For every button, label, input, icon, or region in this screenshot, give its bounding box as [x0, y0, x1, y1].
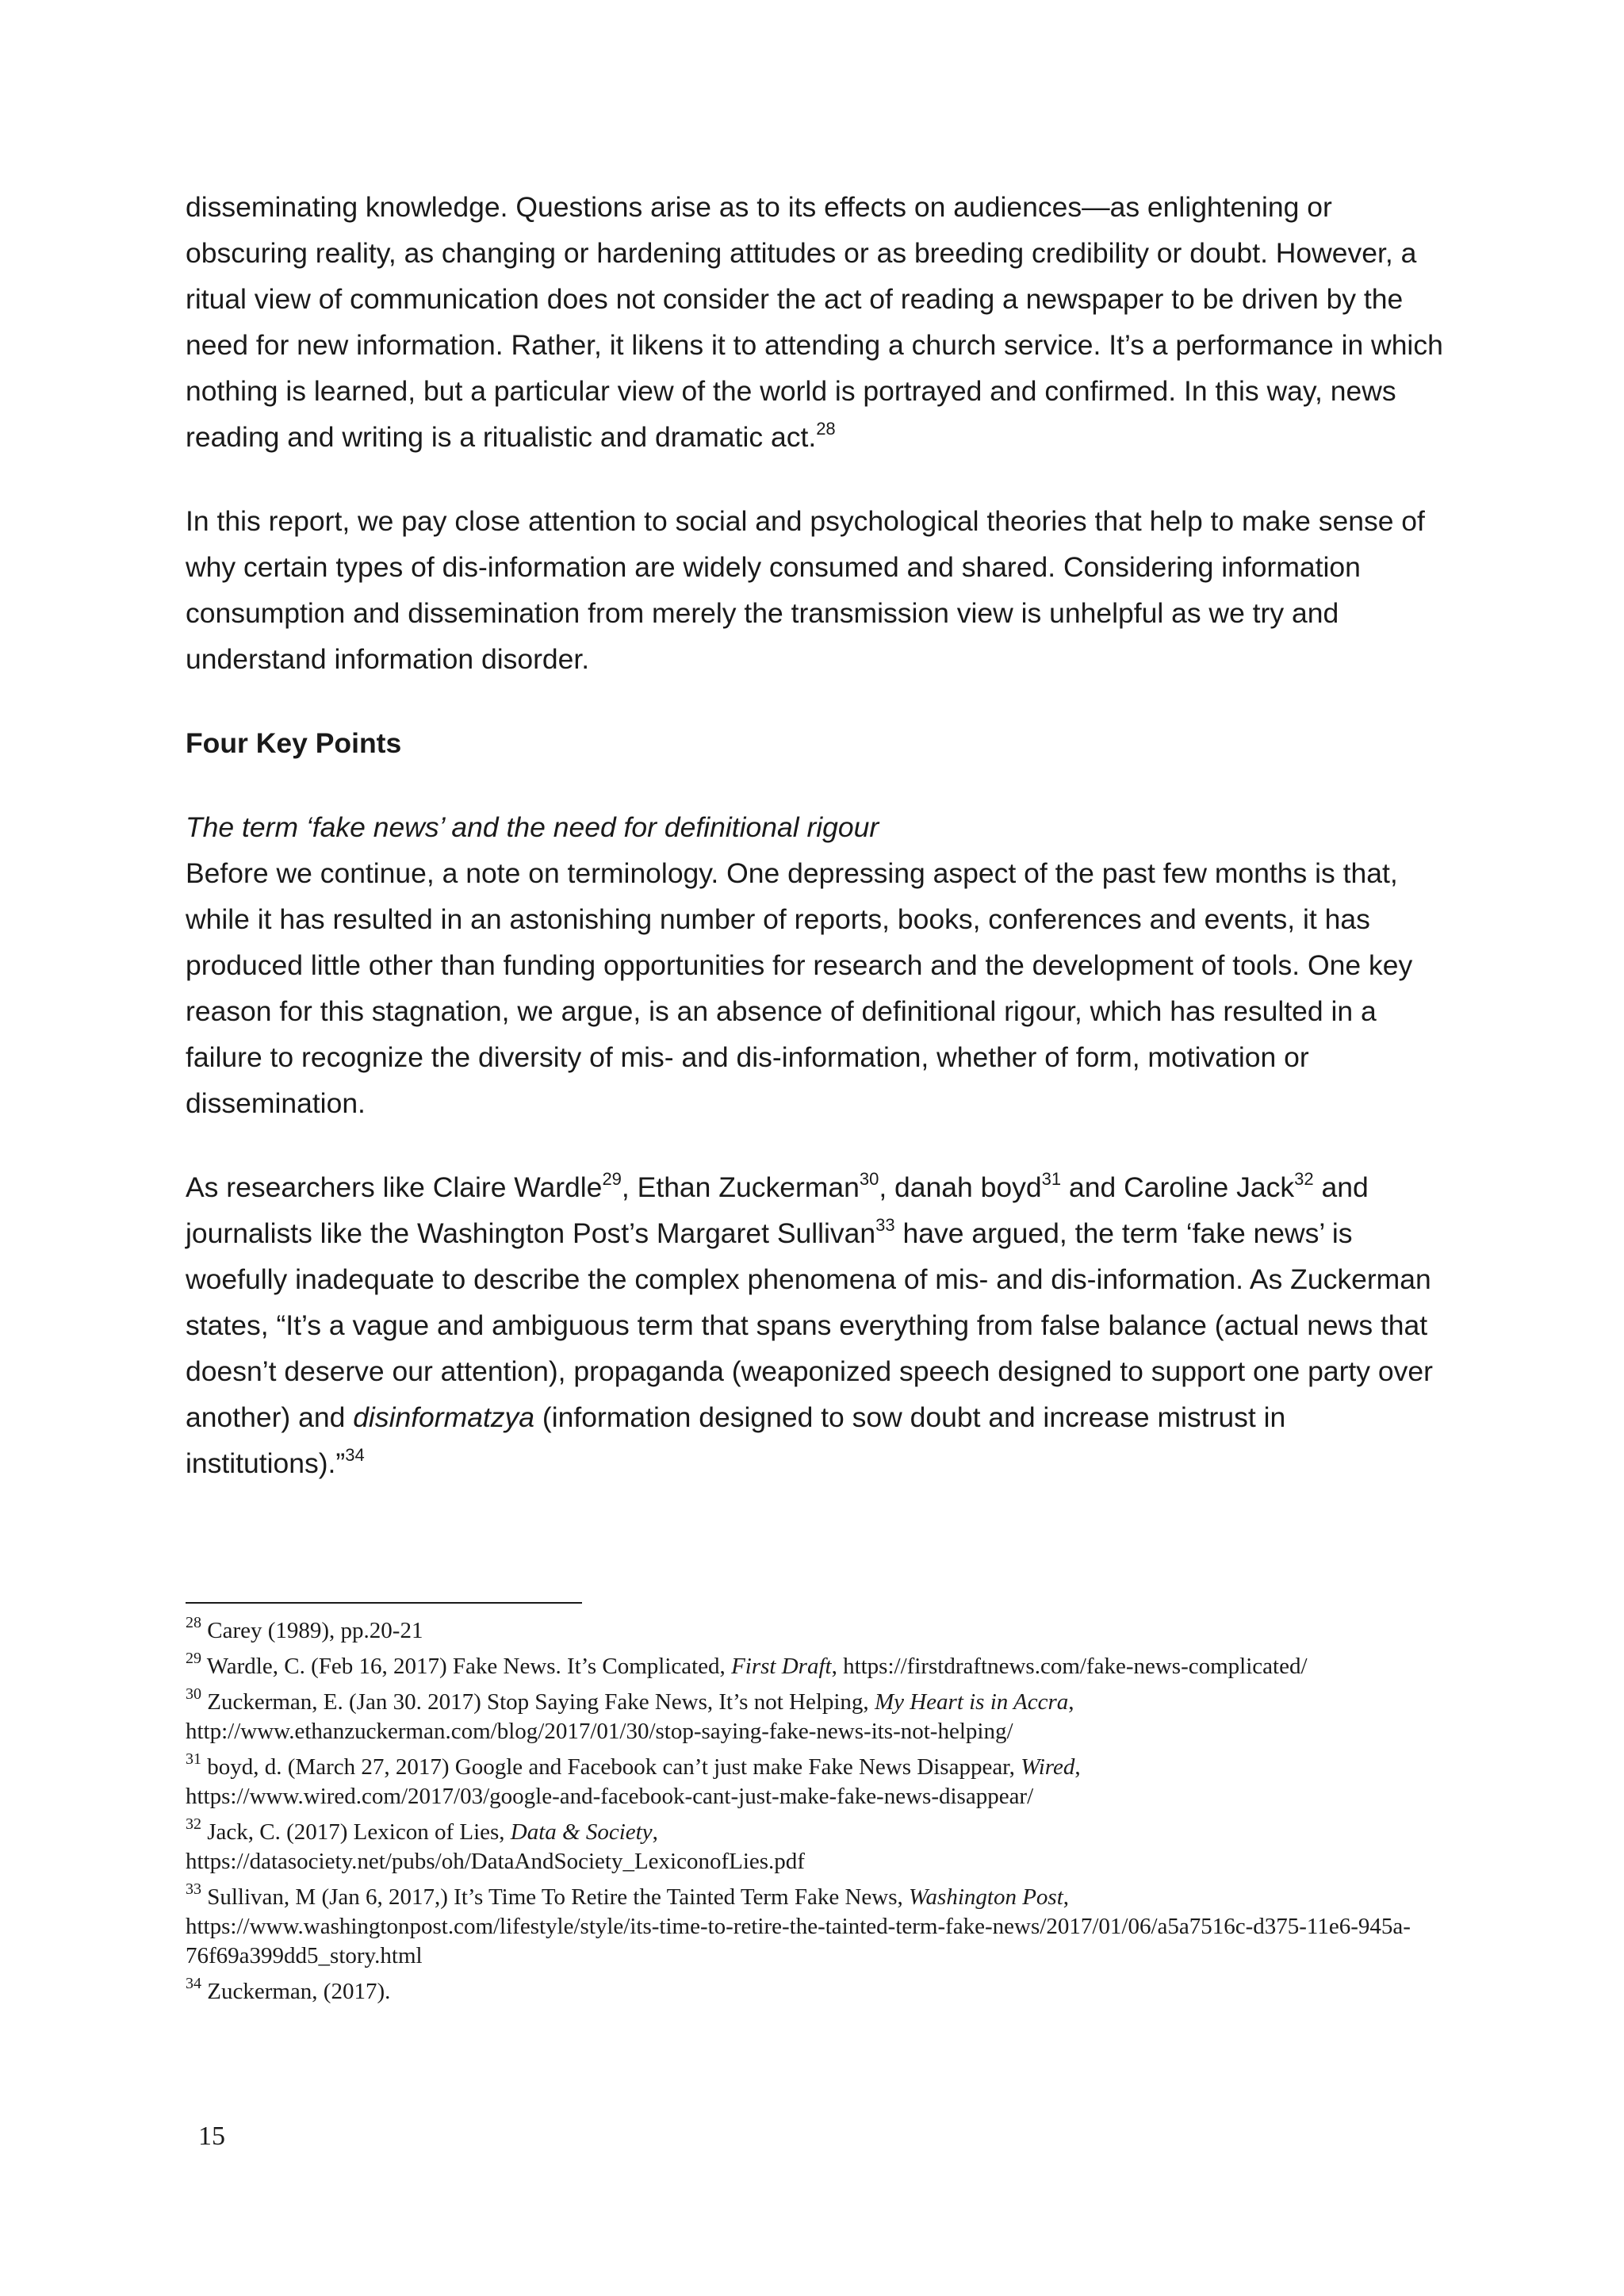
footnote-ref[interactable]: 28	[816, 419, 836, 439]
paragraph-text: disseminating knowledge. Questions arise as to its effects on audiences—as enlightening or obscuring reality, as changing or hardening attitudes or as breeding credibility or doubt. However, a ritual view of communication does not consider the act of reading a newspaper to be driven by the need for new information. Rather, it likens it to attending a church service. It’s a performance in which nothing is learned, but a particular view of the world is portrayed and confirmed. In this way, news reading and writing is a ritualistic and dramatic act.	[186, 191, 1443, 453]
paragraph-terminology: Before we continue, a note on terminology. One depressing aspect of the past few months is that, while it has resulted in an astonishing number of reports, books, conferences and events, it has produced little other than funding opportunities for research and the development of tools. One key reason for this stagnation, we argue, is an absence of definitional rigour, which has resulted in a failure to recognize the diversity of mis- and dis-information, whether of form, motivation or dissemination.	[186, 857, 1413, 1119]
footnote-text: Carey (1989), pp.20-21	[201, 1618, 423, 1643]
footnote-number: 31	[186, 1750, 201, 1769]
footnote-32	[186, 1815, 1446, 1876]
footnote-text: ,	[652, 1819, 658, 1845]
footnote-source: Data & Society	[510, 1819, 653, 1845]
footnote-text: Zuckerman, E. (Jan 30. 2017) Stop Saying Fake News, It’s not Helping,	[201, 1689, 875, 1715]
footnote-30	[186, 1685, 1446, 1746]
footnote-ref[interactable]: 29	[602, 1169, 622, 1190]
text-run: have argued, the term ‘fake news’ is woefully inadequate to describe the complex phenomena of mis- and dis-information. As Zuckerman states, “It’s a vague and ambiguous term that spans everything from false balance (actual news that doesn’t deserve our attention), propaganda (weaponized speech designed to support one party over another) and	[186, 1217, 1433, 1433]
footnote-url[interactable]: , https://firstdraftnews.com/fake-news-complicated/	[831, 1654, 1308, 1679]
text-run: As researchers like Claire Wardle	[186, 1171, 603, 1203]
footnote-source: First Draft	[731, 1654, 832, 1679]
footnote-url[interactable]: https://www.wired.com/2017/03/google-and-facebook-cant-just-make-fake-news-disappear/	[186, 1784, 1034, 1809]
text-run: , danah boyd	[879, 1171, 1042, 1203]
footnote-text: Wardle, C. (Feb 16, 2017) Fake News. It’s Complicated,	[201, 1654, 732, 1679]
text-run: and journalists like the Washington Post’s Margaret Sullivan	[186, 1171, 1369, 1249]
footnote-url[interactable]: http://www.ethanzuckerman.com/blog/2017/01/30/stop-saying-fake-news-its-not-helping/	[186, 1719, 1013, 1744]
paragraph-ritual-view	[186, 184, 1446, 460]
text-run: (information designed to sow doubt and increase mistrust in institutions).”	[186, 1401, 1286, 1479]
footnote-number: 34	[186, 1975, 201, 1993]
footnote-text: Jack, C. (2017) Lexicon of Lies,	[201, 1819, 511, 1845]
italic-term: disinformatzya	[353, 1401, 535, 1433]
footnote-ref[interactable]: 34	[345, 1445, 365, 1466]
body-text	[186, 184, 1446, 1486]
footnote-text: ,	[1063, 1884, 1069, 1910]
footnote-source: My Heart is in Accra	[874, 1689, 1069, 1715]
footnote-28	[186, 1616, 1446, 1646]
footnote-ref[interactable]: 33	[875, 1215, 895, 1236]
page-number: 15	[198, 2122, 225, 2151]
paragraph-researchers	[186, 1164, 1446, 1486]
footnote-source: Wired	[1021, 1754, 1075, 1780]
section-heading: Four Key Points	[186, 727, 402, 759]
footnote-number: 28	[186, 1614, 201, 1632]
footnote-text: ,	[1068, 1689, 1074, 1715]
footnote-url[interactable]: https://www.washingtonpost.com/lifestyle/style/its-time-to-retire-the-tainted-term-fake-news/2017/01/06/a5a7516c-d375-11e6-945a-76f69a399dd5_story.html	[186, 1914, 1411, 1968]
footnote-number: 29	[186, 1650, 201, 1668]
footnote-source: Washington Post	[909, 1884, 1063, 1910]
footnote-33	[186, 1880, 1446, 1971]
footnote-ref[interactable]: 32	[1294, 1169, 1314, 1190]
footnotes	[186, 1616, 1446, 2013]
footnote-text: ,	[1074, 1754, 1081, 1780]
footnote-31	[186, 1750, 1446, 1811]
footnote-ref[interactable]: 31	[1041, 1169, 1062, 1190]
footnote-34	[186, 1977, 1446, 2007]
footnote-number: 30	[186, 1685, 201, 1704]
footnote-text: Zuckerman, (2017).	[201, 1979, 391, 2004]
text-run: and Caroline Jack	[1061, 1171, 1295, 1203]
footnote-text: boyd, d. (March 27, 2017) Google and Facebook can’t just make Fake News Disappear,	[201, 1754, 1021, 1780]
footnote-number: 32	[186, 1815, 201, 1834]
footnote-text: Sullivan, M (Jan 6, 2017,) It’s Time To Retire the Tainted Term Fake News,	[201, 1884, 910, 1910]
footnote-divider	[186, 1602, 582, 1604]
text-run: , Ethan Zuckerman	[621, 1171, 860, 1203]
section-subheading: The term ‘fake news’ and the need for definitional rigour	[186, 811, 879, 843]
footnote-29	[186, 1652, 1446, 1681]
footnote-url[interactable]: https://datasociety.net/pubs/oh/DataAndSociety_LexiconofLies.pdf	[186, 1849, 805, 1874]
footnote-number: 33	[186, 1880, 201, 1899]
paragraph-report-focus: In this report, we pay close attention to social and psychological theories that help to make sense of why certain types of dis-information are widely consumed and shared. Considering information consumption and dissemination from merely the transmission view is unhelpful as we try and understand information disorder.	[186, 505, 1425, 675]
footnote-ref[interactable]: 30	[859, 1169, 879, 1190]
